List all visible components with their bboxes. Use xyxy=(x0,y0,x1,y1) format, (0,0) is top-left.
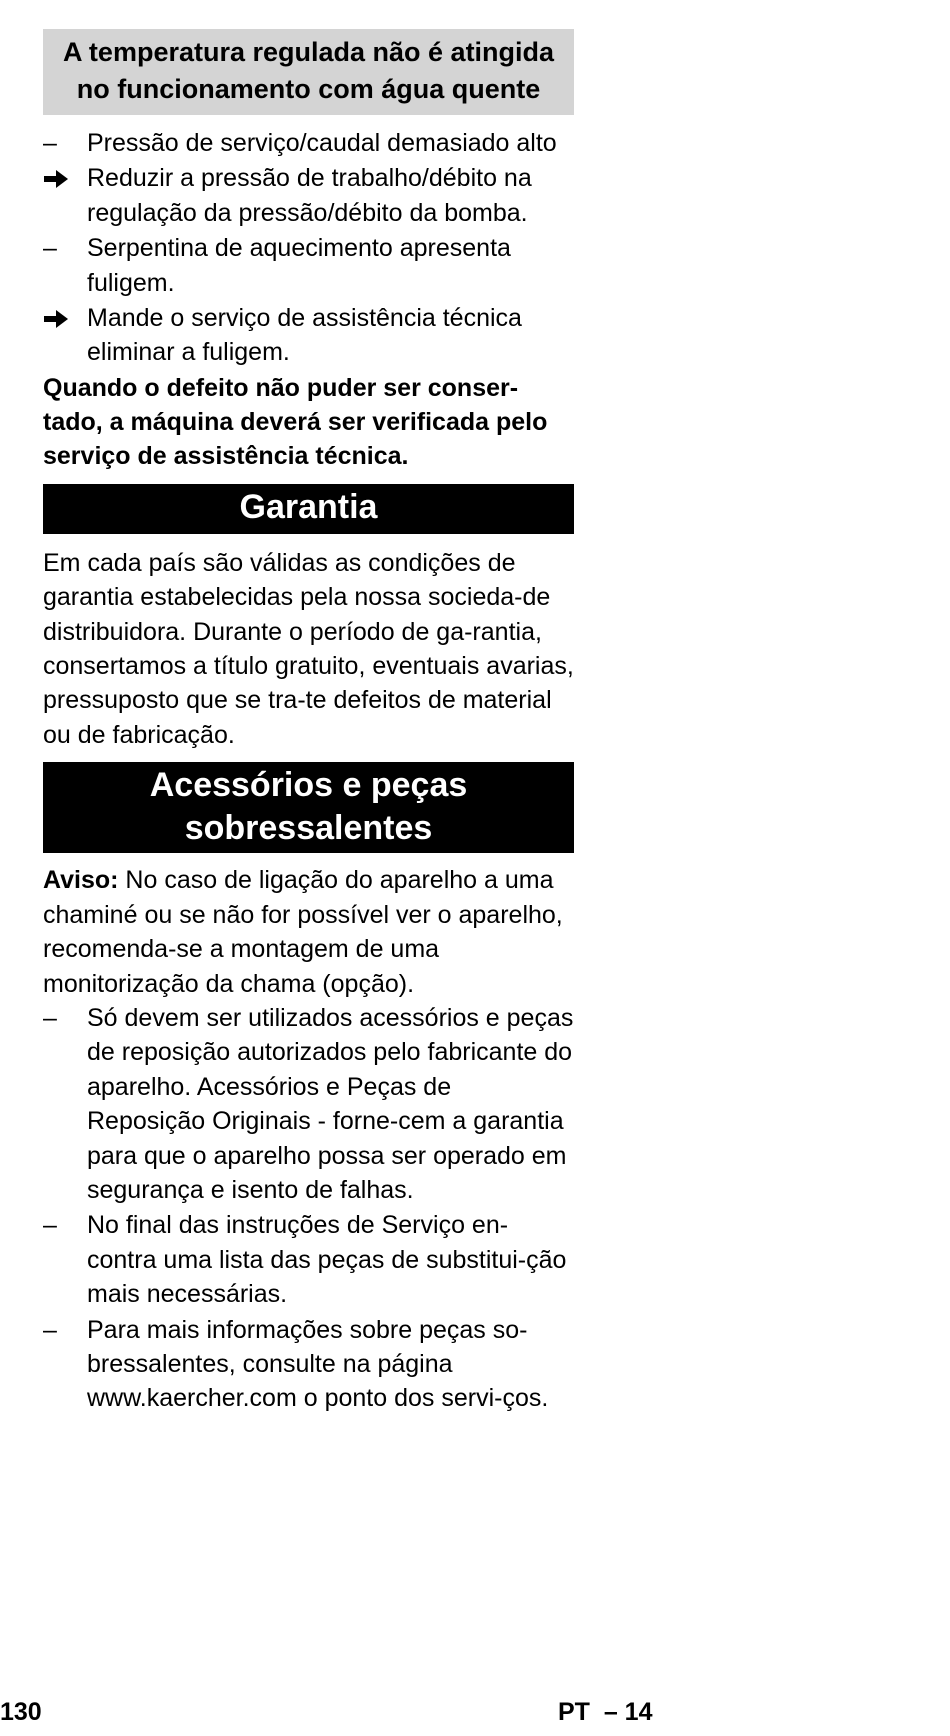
section-heading-warranty-text: Garantia xyxy=(239,487,378,526)
list-item-text: No final das instruções de Serviço en-contra uma lista das peças de substitui-ção mais necessárias. xyxy=(87,1211,567,1309)
list-item xyxy=(43,1001,574,1207)
list-item-text: Reduzir a pressão de trabalho/débito na regulação da pressão/débito da bomba. xyxy=(87,164,532,227)
arrow-right-icon xyxy=(43,161,73,189)
dash-marker: – xyxy=(43,1003,57,1032)
list-item xyxy=(43,126,574,160)
list-item-text: Mande o serviço de assistência técnica eliminar a fuligem. xyxy=(87,304,522,367)
notice-paragraph xyxy=(43,863,574,1001)
list-item xyxy=(43,1208,574,1311)
page-number: 130 xyxy=(0,1698,42,1726)
section-heading-temperature-text: A temperatura regulada não é atingida no funcionamento com água quente xyxy=(62,37,555,104)
section-heading-accessories xyxy=(43,762,574,853)
notice-text: No caso de ligação do aparelho a uma chaminé ou se não for possível ver o aparelho, recomenda-se a montagem de uma monitorização da chama (opção). xyxy=(43,866,563,998)
list-item xyxy=(43,161,574,230)
service-note: Quando o defeito não puder ser conser-tado, a máquina deverá ser verificada pelo serviço de assistência técnica. xyxy=(43,373,548,470)
dash-marker: – xyxy=(43,129,57,157)
arrow-right-icon xyxy=(43,301,73,329)
list-item xyxy=(43,301,574,370)
section-heading-temperature xyxy=(43,29,574,115)
warranty-body: Em cada país são válidas as condições de garantia estabelecidas pela nossa socieda-de distribuidora. Durante o período de ga-rantia, consertamos a título gratuito, eventuais avarias, pressuposto que se tra-te defeitos de material ou de fabricação. xyxy=(43,548,574,749)
list-item-text: Só devem ser utilizados acessórios e peças de reposição autorizados pelo fabricante do aparelho. Acessórios e Peças de Reposição Originais - forne-cem a garantia para que o aparelho possa ser operado em segurança e isento de falhas. xyxy=(87,1003,574,1204)
list-item-text: Serpentina de aquecimento apresenta fuligem. xyxy=(87,234,511,297)
footer-section-label: PT – 14 xyxy=(558,1698,653,1726)
list-item-text: Para mais informações sobre peças so-bressalentes, consulte na página www.kaercher.com o ponto dos servi-ços. xyxy=(87,1315,549,1413)
notice-label: Aviso: xyxy=(43,866,119,895)
section-heading-warranty xyxy=(43,484,574,534)
list-item xyxy=(43,231,574,300)
section-heading-accessories-text: Acessórios e peças sobressalentes xyxy=(149,766,468,848)
list-item xyxy=(43,1313,574,1416)
dash-marker: – xyxy=(43,1211,57,1240)
content-column xyxy=(43,29,574,1417)
dash-marker: – xyxy=(43,1315,57,1344)
list-item-text: Pressão de serviço/caudal demasiado alto xyxy=(87,129,557,157)
dash-marker: – xyxy=(43,234,57,263)
